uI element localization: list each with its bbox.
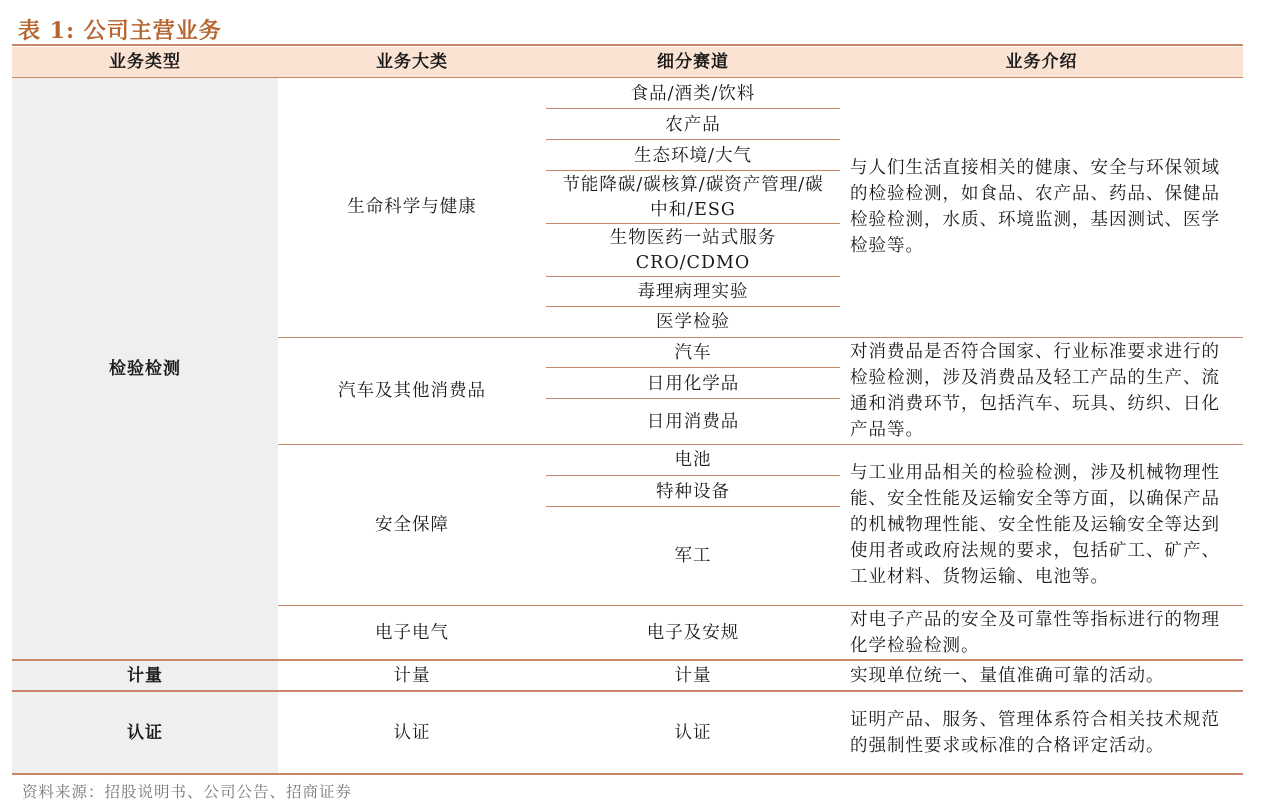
class-certification: 认证 [393, 723, 431, 743]
section-rule [12, 690, 1243, 692]
title-rule [12, 44, 1243, 46]
source-note: 资料来源：招股说明书、公司公告、招商证券 [22, 783, 353, 801]
row-rule [546, 108, 840, 109]
segment-toxicology: 毒理病理实验 [637, 282, 749, 302]
segment-medical: 医学检验 [656, 312, 730, 332]
row-rule [546, 398, 840, 399]
intro-electrical: 对电子产品的安全及可靠性等指标进行的物理化学检验检测。 [850, 609, 1220, 656]
segment-electrical-safety: 电子及安规 [646, 622, 740, 643]
segment-battery: 电池 [674, 450, 712, 470]
intro-certification: 证明产品、服务、管理体系符合相关技术规范的强制性要求或标准的合格评定活动。 [850, 710, 1220, 756]
row-rule [546, 276, 840, 277]
row-rule [546, 223, 840, 224]
intro-safety: 与工业用品相关的检验检测，涉及机械物理性能、安全性能及运输安全等方面，以确保产品的机械物理性能、安全性能及运输安全等达到使用者或政府法规的要求，包括矿工、矿产、工业材料、货物运输、电池等。 [850, 462, 1220, 587]
class-auto-consumer: 汽车及其他消费品 [338, 380, 486, 401]
table-bottom-rule [12, 773, 1243, 775]
class-life-science: 生命科学与健康 [347, 197, 477, 217]
class-electrical: 电子电气 [375, 622, 449, 643]
segment-consumer: 日用消费品 [646, 411, 740, 432]
table-title: 表 1: 公司主营业务 [18, 18, 222, 44]
row-rule [546, 475, 840, 476]
category-inspection: 检验检测 [12, 77, 278, 660]
segment-carbon: 节能降碳/碳核算/碳资产管理/碳中和/ESG [562, 174, 824, 220]
segment-biopharma: 生物医药一站式服务CRO/CDMO [609, 227, 777, 273]
category-certification: 认证 [12, 692, 278, 774]
segment-agri: 农产品 [665, 114, 721, 135]
intro-metrology: 实现单位统一、量值准确可靠的活动。 [850, 666, 1165, 686]
group-rule [278, 605, 1243, 606]
intro-life-science: 与人们生活直接相关的健康、安全与环保领域的检验检测，如食品、农产品、药品、保健品检验检测，水质、环境监测，基因测试、医学检验等。 [850, 158, 1220, 256]
class-safety: 安全保障 [375, 514, 449, 535]
segment-certification: 认证 [674, 723, 712, 743]
segment-ecology: 生态环境/大气 [634, 145, 752, 166]
row-rule [546, 139, 840, 140]
header-intro: 业务介绍 [840, 47, 1243, 77]
header-business-class: 业务大类 [278, 47, 546, 77]
segment-food: 食品/酒类/饮料 [630, 83, 756, 104]
header-business-type: 业务类型 [12, 47, 278, 77]
group-rule [278, 444, 1243, 445]
segment-metrology: 计量 [674, 666, 712, 686]
section-rule [12, 659, 1243, 661]
class-metrology: 计量 [393, 666, 431, 686]
row-rule [546, 506, 840, 507]
row-rule [546, 367, 840, 368]
header-segment: 细分赛道 [546, 47, 840, 77]
segment-auto: 汽车 [674, 343, 712, 363]
row-rule [546, 306, 840, 307]
row-rule [546, 170, 840, 171]
segment-military: 军工 [674, 546, 712, 566]
segment-chemicals: 日用化学品 [646, 373, 740, 394]
segment-special-equipment: 特种设备 [656, 481, 730, 502]
intro-auto-consumer: 对消费品是否符合国家、行业标准要求进行的检验检测，涉及消费品及轻工产品的生产、流通和消费环节，包括汽车、玩具、纺织、日化产品等。 [850, 341, 1220, 440]
header-rule [12, 77, 1243, 78]
group-rule [278, 337, 1243, 338]
category-metrology: 计量 [12, 661, 278, 691]
